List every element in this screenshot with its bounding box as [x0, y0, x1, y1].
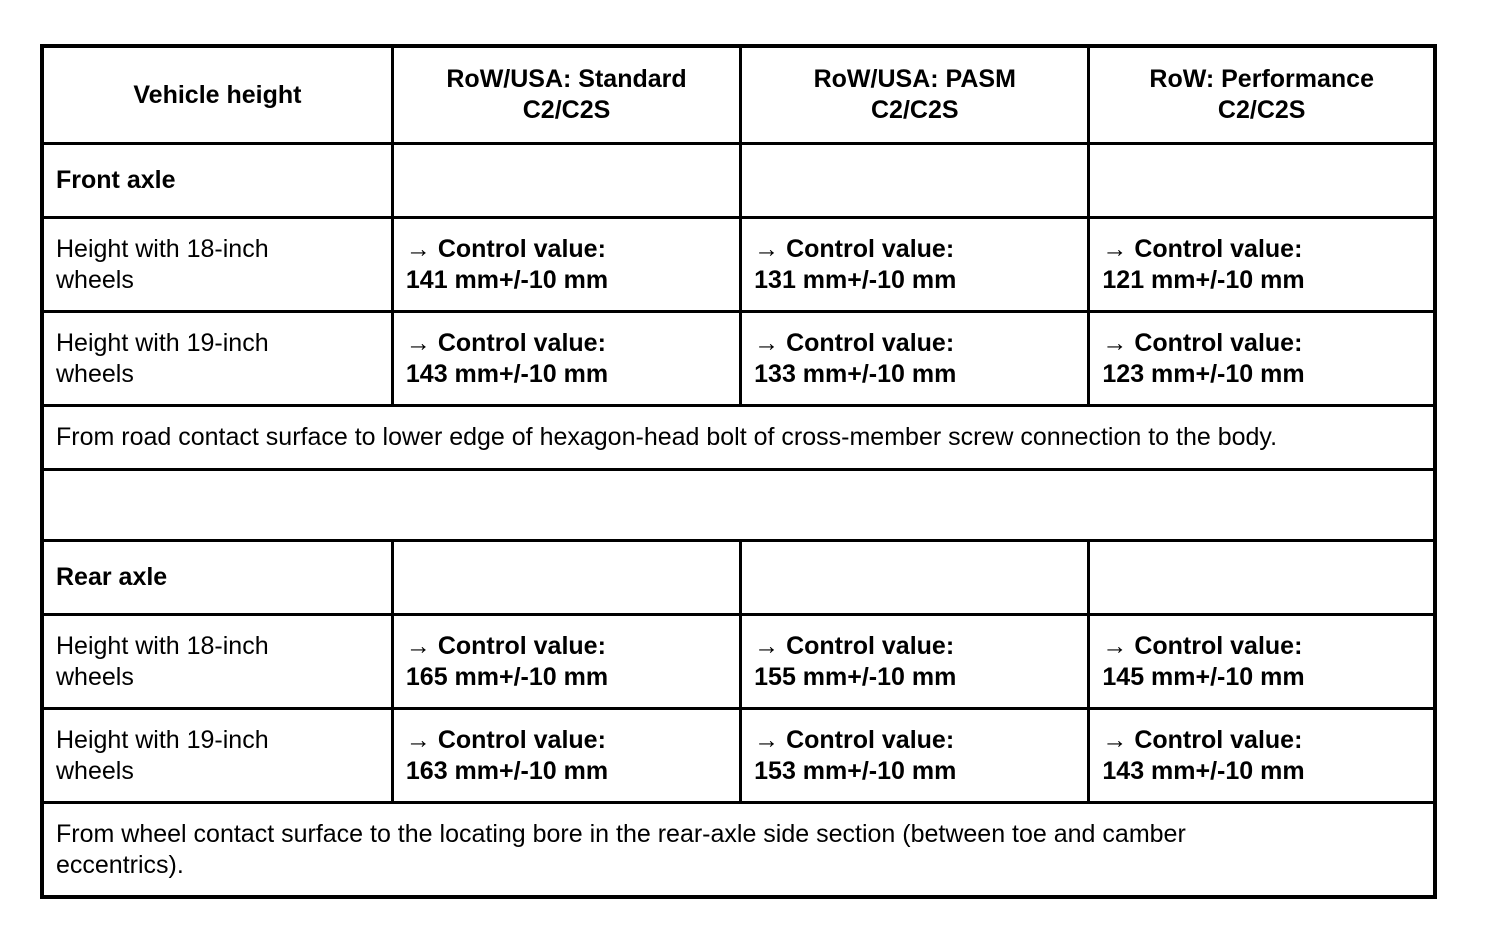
empty-cell [1089, 541, 1435, 615]
control-value-cell [741, 615, 1089, 709]
table-header-row [42, 46, 1435, 144]
header-pasm-line2: C2/C2S [870, 96, 959, 124]
front-axle-label: Front axle [42, 144, 392, 218]
row-label-line1: Height with 19-inch [56, 725, 269, 754]
control-value: 143 mm+/-10 mm [405, 359, 609, 388]
row-label [42, 312, 392, 406]
control-value-cell [1089, 709, 1435, 803]
empty-cell [741, 541, 1089, 615]
control-value: 143 mm+/-10 mm [1102, 756, 1305, 785]
rear-axle-note-line2: eccentrics). [56, 850, 184, 879]
control-value-label: → Control value: [1102, 234, 1303, 263]
empty-cell [392, 541, 740, 615]
empty-cell [392, 144, 740, 218]
control-value-label: → Control value: [1102, 725, 1303, 754]
row-label-line1: Height with 18-inch [56, 631, 269, 660]
control-value: 133 mm+/-10 mm [754, 359, 957, 388]
row-label [42, 709, 392, 803]
control-value-cell [1089, 218, 1435, 312]
control-value-label: → Control value: [754, 631, 955, 660]
header-pasm [741, 46, 1089, 144]
control-value-label: → Control value: [1102, 328, 1303, 357]
rear-axle-note-line1: From wheel contact surface to the locating bore in the rear-axle side section (between toe and camber [56, 819, 1186, 848]
front-axle-row [42, 144, 1435, 218]
control-value-label: → Control value: [754, 328, 955, 357]
empty-cell [42, 470, 1435, 541]
row-label [42, 615, 392, 709]
header-performance [1089, 46, 1435, 144]
control-value-cell [392, 218, 740, 312]
control-value: 163 mm+/-10 mm [405, 756, 609, 785]
control-value-cell [741, 218, 1089, 312]
control-value: 165 mm+/-10 mm [405, 662, 609, 691]
table-row [42, 709, 1435, 803]
control-value-label: → Control value: [1102, 631, 1303, 660]
control-value-cell [392, 709, 740, 803]
front-axle-note-row [42, 406, 1435, 470]
control-value: 145 mm+/-10 mm [1102, 662, 1305, 691]
control-value-cell [1089, 615, 1435, 709]
control-value-label: → Control value: [405, 631, 606, 660]
control-value-label: → Control value: [754, 234, 955, 263]
spacer-row [42, 470, 1435, 541]
header-performance-line2: C2/C2S [1217, 96, 1306, 124]
empty-cell [741, 144, 1089, 218]
control-value: 131 mm+/-10 mm [754, 265, 957, 294]
control-value: 123 mm+/-10 mm [1102, 359, 1305, 388]
header-standard-line2: C2/C2S [522, 96, 611, 124]
control-value-cell [392, 615, 740, 709]
control-value: 153 mm+/-10 mm [754, 756, 957, 785]
rear-axle-label: Rear axle [42, 541, 392, 615]
row-label-line2: wheels [56, 756, 134, 785]
control-value-cell [1089, 312, 1435, 406]
control-value: 155 mm+/-10 mm [754, 662, 957, 691]
rear-axle-note [42, 803, 1435, 898]
control-value-label: → Control value: [405, 725, 606, 754]
header-vehicle-height [42, 46, 392, 144]
control-value: 121 mm+/-10 mm [1102, 265, 1305, 294]
table-row [42, 312, 1435, 406]
control-value-cell [741, 709, 1089, 803]
row-label-line1: Height with 19-inch [56, 328, 269, 357]
row-label-line1: Height with 18-inch [56, 234, 269, 263]
empty-cell [1089, 144, 1435, 218]
header-standard-line1: RoW/USA: Standard [446, 65, 687, 93]
front-axle-note: From road contact surface to lower edge of hexagon-head bolt of cross-member screw connection to the body. [42, 406, 1435, 470]
row-label-line2: wheels [56, 662, 134, 691]
control-value-label: → Control value: [405, 234, 606, 263]
row-label [42, 218, 392, 312]
header-performance-line1: RoW: Performance [1149, 65, 1374, 93]
control-value-cell [741, 312, 1089, 406]
header-standard [392, 46, 740, 144]
table-row [42, 218, 1435, 312]
control-value-label: → Control value: [754, 725, 955, 754]
control-value-cell [392, 312, 740, 406]
vehicle-height-table [40, 44, 1437, 899]
row-label-line2: wheels [56, 359, 134, 388]
header-pasm-line1: RoW/USA: PASM [813, 65, 1016, 93]
header-vehicle-height-text: Vehicle height [133, 80, 302, 109]
rear-axle-row [42, 541, 1435, 615]
control-value: 141 mm+/-10 mm [405, 265, 609, 294]
rear-axle-note-row [42, 803, 1435, 898]
table-row [42, 615, 1435, 709]
control-value-label: → Control value: [405, 328, 606, 357]
row-label-line2: wheels [56, 265, 134, 294]
